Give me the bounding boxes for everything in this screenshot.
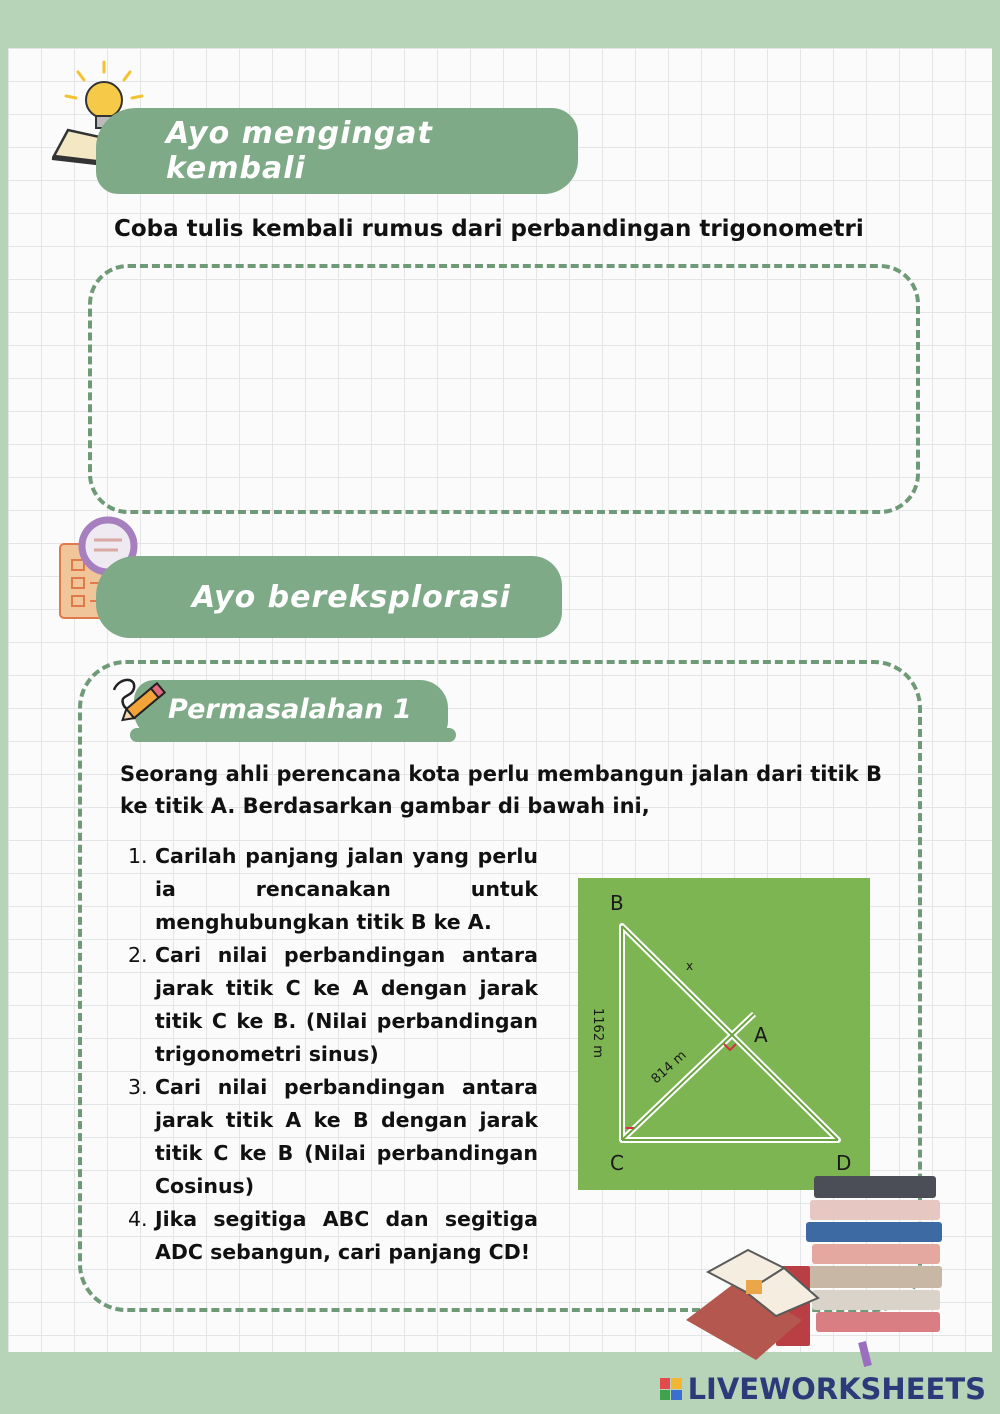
question-list xyxy=(128,840,538,1269)
question-number: 4. xyxy=(128,1207,148,1231)
segment-bc-label: 1162 m xyxy=(590,1008,605,1058)
point-c-label: C xyxy=(610,1151,624,1175)
point-b-label: B xyxy=(610,891,624,915)
question-text: Jika segitiga ABC dan segitiga ADC sebangun, cari panjang CD! xyxy=(155,1207,538,1264)
question-number: 2. xyxy=(128,943,148,967)
triangle-diagram xyxy=(578,878,870,1190)
brand-logo-icon xyxy=(660,1378,682,1400)
books-stack-icon xyxy=(676,1170,952,1370)
footer-brand[interactable] xyxy=(660,1372,986,1406)
segment-ca-label: 814 m xyxy=(648,1047,690,1087)
problem-title xyxy=(134,680,448,738)
question-item xyxy=(128,840,538,939)
pencil-icon xyxy=(108,672,172,728)
section-title-remember xyxy=(96,108,578,194)
problem-intro: Seorang ahli perencana kota perlu membangun jalan dari titik B ke titik A. Berdasarkan gambar di bawah ini, xyxy=(120,762,882,818)
question-text: Cari nilai perbandingan antara jarak titik A ke B dengan jarak titik C ke B (Nilai perbandingan Cosinus) xyxy=(155,1075,538,1198)
question-item xyxy=(128,1071,538,1203)
question-text: Cari nilai perbandingan antara jarak titik C ke A dengan jarak titik C ke B. (Nilai perbandingan trigonometri sinus) xyxy=(155,943,538,1066)
answer-input-area[interactable] xyxy=(88,264,920,514)
question-item xyxy=(128,1203,538,1269)
section-title-explore-text: Ayo bereksplorasi xyxy=(192,579,511,615)
question-text: Carilah panjang jalan yang perlu ia rencanakan untuk menghubungkan titik B ke A. xyxy=(155,844,538,934)
section-title-remember-text: Ayo mengingat kembali xyxy=(166,116,433,186)
section-title-explore xyxy=(96,556,562,638)
point-d-label: D xyxy=(836,1151,852,1175)
segment-ab-label: x xyxy=(686,959,694,973)
question-number: 3. xyxy=(128,1075,148,1099)
problem-title-text: Permasalahan 1 xyxy=(168,693,412,725)
question-number: 1. xyxy=(128,844,148,868)
footer-brand-text: LIVEWORKSHEETS xyxy=(687,1372,986,1406)
question-item xyxy=(128,939,538,1071)
point-a-label: A xyxy=(754,1023,768,1047)
remember-instruction: Coba tulis kembali rumus dari perbandingan trigonometri xyxy=(114,216,864,242)
